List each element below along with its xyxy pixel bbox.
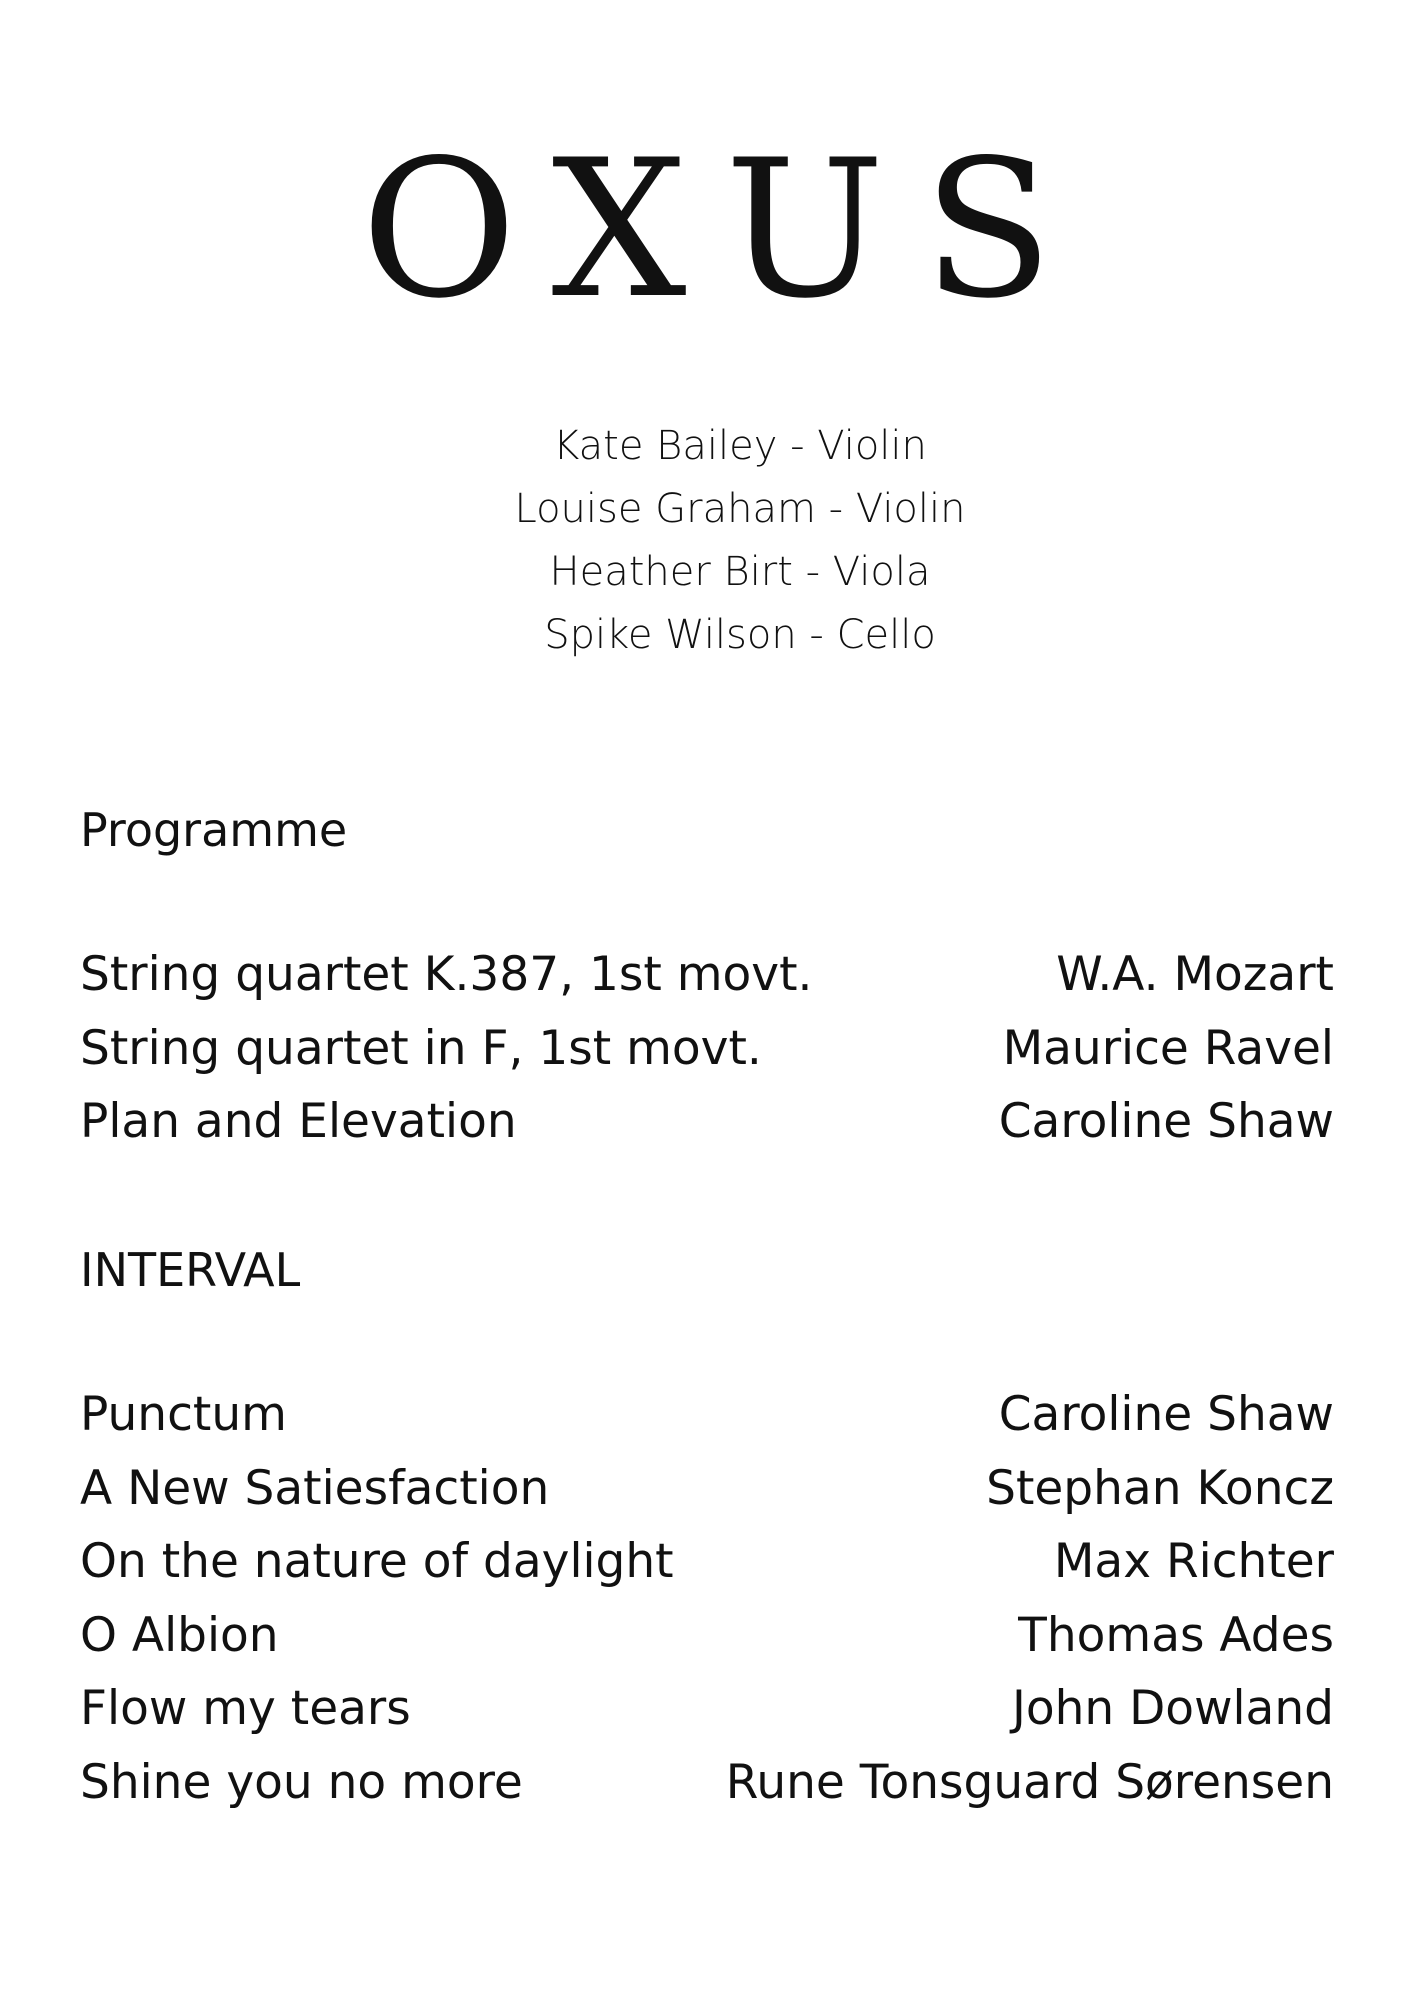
musicians-list	[0, 415, 1414, 667]
ensemble-logo: OXUS	[361, 119, 1091, 340]
work-title: Punctum	[80, 1387, 287, 1442]
musician-1: Kate Bailey - Violin	[553, 423, 927, 469]
musician-3: Heather Birt - Viola	[549, 549, 931, 595]
programme-item	[80, 1092, 1334, 1166]
composer-name: Caroline Shaw	[998, 1387, 1334, 1442]
work-title: O Albion	[80, 1607, 279, 1663]
musician-2: Louise Graham - Violin	[514, 486, 966, 532]
composer-name: Maurice Ravel	[1002, 1020, 1334, 1076]
programme-item	[80, 1385, 1334, 1459]
work-title: Flow my tears	[80, 1681, 411, 1736]
work-title: On the nature of daylight	[80, 1534, 674, 1589]
work-title: String quartet K.387, 1st movt.	[80, 947, 813, 1002]
programme-item	[80, 1679, 1334, 1753]
composer-name: Stephan Koncz	[986, 1460, 1334, 1516]
composer-name: Caroline Shaw	[998, 1094, 1334, 1149]
programme-item	[80, 1019, 1334, 1093]
work-title: A New Satiesfaction	[80, 1460, 550, 1516]
programme-item	[80, 1459, 1334, 1533]
programme-item	[80, 1532, 1334, 1606]
programme-item	[80, 1753, 1334, 1827]
programme-heading: Programme	[80, 803, 348, 857]
composer-name: Thomas Ades	[1018, 1607, 1334, 1663]
programme-item	[80, 1606, 1334, 1680]
musician-4: Spike Wilson - Cello	[544, 612, 936, 658]
composer-name: Max Richter	[1053, 1534, 1334, 1589]
first-half-list	[80, 945, 1334, 1166]
second-half-list	[80, 1385, 1334, 1826]
composer-name: John Dowland	[1011, 1681, 1334, 1736]
work-title: String quartet in F, 1st movt.	[80, 1020, 762, 1076]
composer-name: Rune Tonsguard Sørensen	[725, 1754, 1334, 1810]
composer-name: W.A. Mozart	[1056, 947, 1334, 1002]
programme-item	[80, 945, 1334, 1019]
work-title: Shine you no more	[80, 1754, 523, 1810]
interval-label: INTERVAL	[80, 1243, 301, 1297]
work-title: Plan and Elevation	[80, 1094, 517, 1149]
